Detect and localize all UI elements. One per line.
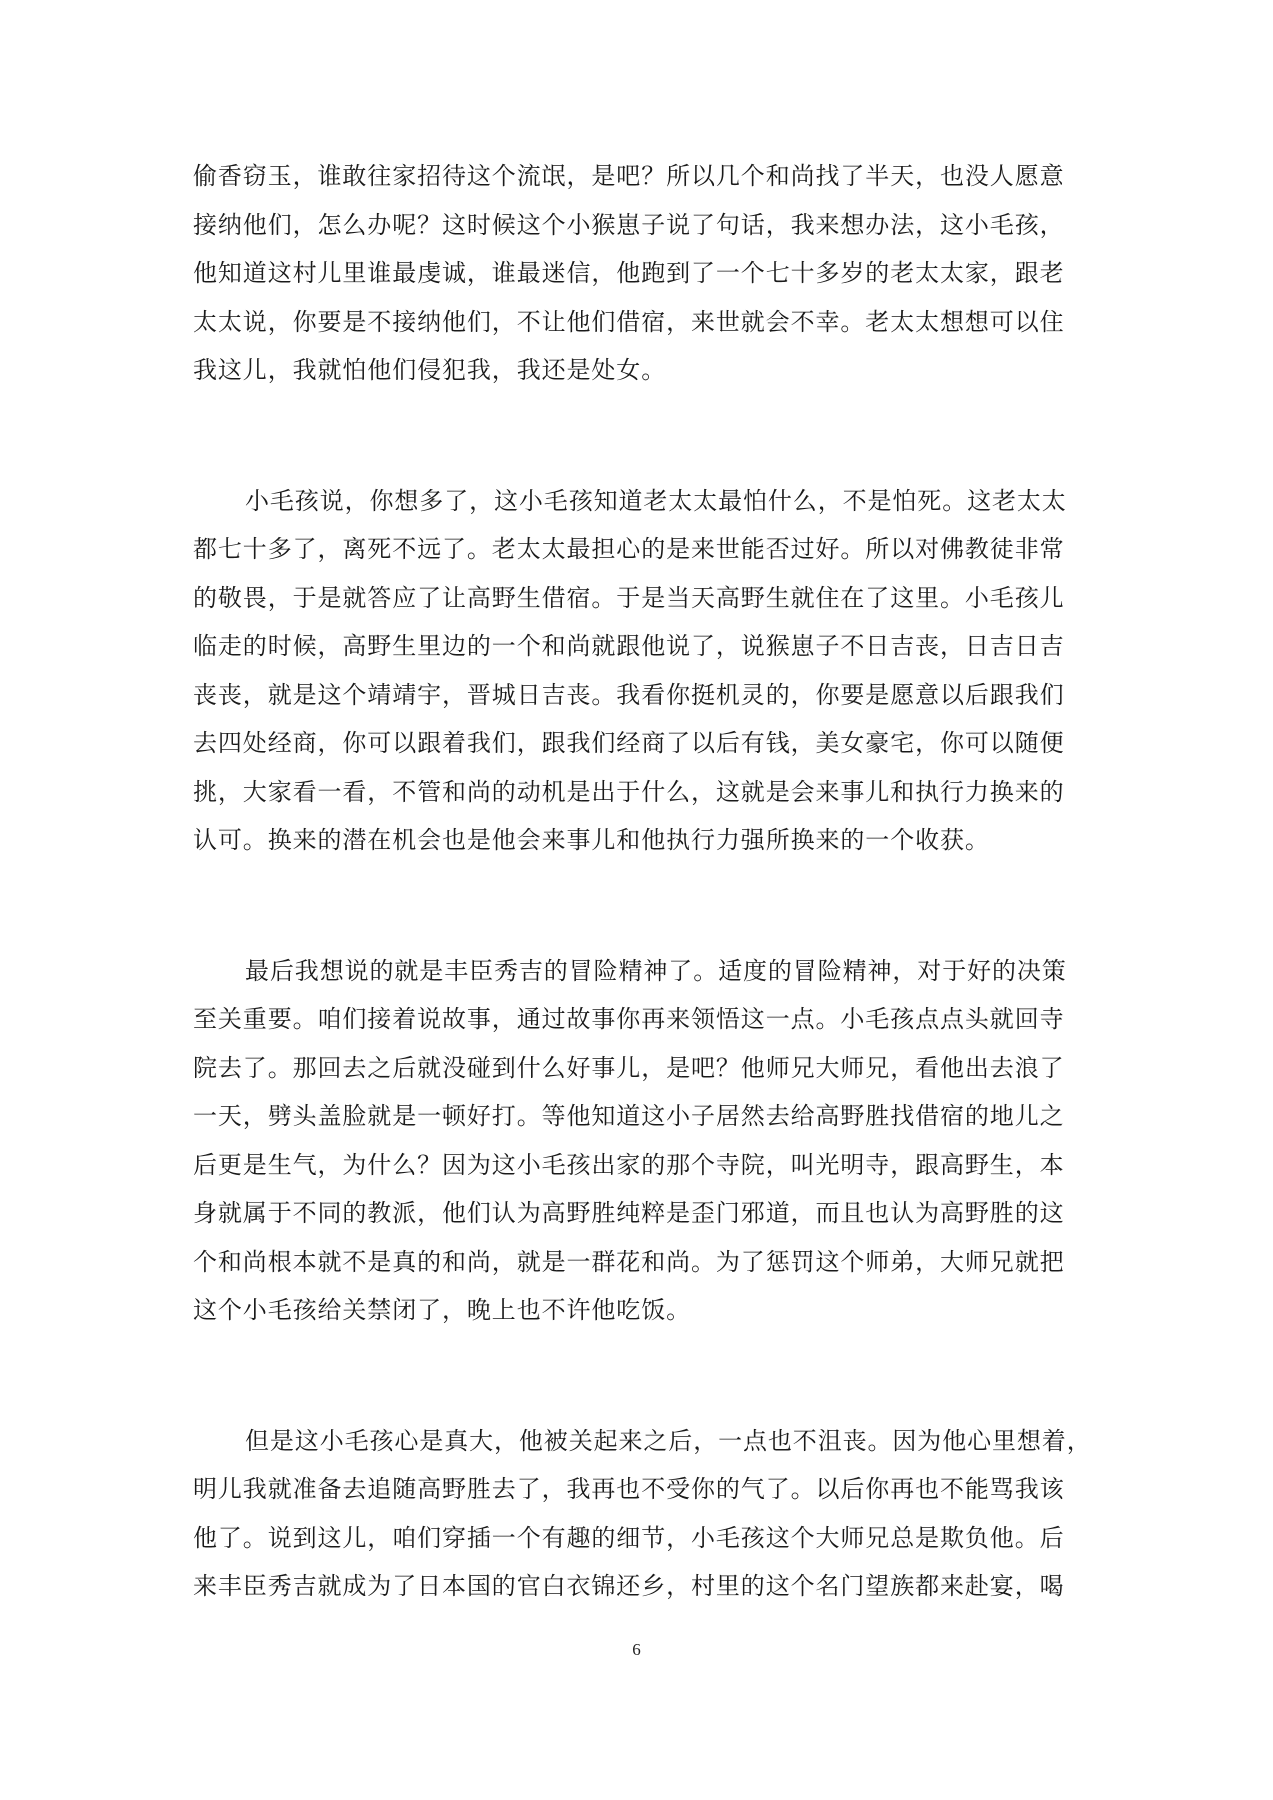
text-line: 太太说，你要是不接纳他们，不让他们借宿，来世就会不幸。老太太想想可以住	[193, 307, 1065, 336]
text-line: 这个小毛孩给关禁闭了，晚上也不许他吃饭。	[193, 1296, 691, 1324]
text-line: 个和尚根本就不是真的和尚，就是一群花和尚。为了惩罚这个师弟，大师兄就把	[193, 1247, 1065, 1276]
text-line: 明儿我就准备去追随高野胜去了，我再也不受你的气了。以后你再也不能骂我该	[193, 1475, 1065, 1503]
paragraph-4	[193, 1417, 1092, 1611]
text-line: 挑，大家看一看，不管和尚的动机是出于什么，这就是会来事儿和执行力换来的	[193, 777, 1065, 806]
text-line: 都七十多了，离死不远了。老太太最担心的是来世能否过好。所以对佛教徒非常	[193, 535, 1065, 563]
text-line: 院去了。那回去之后就没碰到什么好事儿，是吧？他师兄大师兄，看他出去浪了	[193, 1053, 1065, 1082]
text-line: 来丰臣秀吉就成为了日本国的官白衣锦还乡，村里的这个名门望族都来赴宴，喝	[193, 1572, 1065, 1600]
text-line: 他知道这村儿里谁最虔诚，谁最迷信，他跑到了一个七十多岁的老太太家，跟老	[193, 259, 1065, 287]
text-line: 的敬畏，于是就答应了让高野生借宿。于是当天高野生就住在了这里。小毛孩儿	[193, 583, 1065, 612]
text-line: 去四处经商，你可以跟着我们，跟我们经商了以后有钱，美女豪宅，你可以随便	[193, 729, 1065, 757]
body-text	[193, 152, 1092, 1693]
text-line: 丧丧，就是这个靖靖宇，晋城日吉丧。我看你挺机灵的，你要是愿意以后跟我们	[193, 680, 1065, 709]
text-line: 一天，劈头盖脸就是一顿好打。等他知道这小子居然去给高野胜找借宿的地儿之	[193, 1102, 1065, 1130]
page-number: 6	[632, 1640, 641, 1659]
text-line: 身就属于不同的教派，他们认为高野胜纯粹是歪门邪道，而且也认为高野胜的这	[193, 1199, 1065, 1227]
text-line: 我这儿，我就怕他们侵犯我，我还是处女。	[193, 356, 667, 384]
text-line: 他了。说到这儿，咱们穿插一个有趣的细节，小毛孩这个大师兄总是欺负他。后	[193, 1523, 1065, 1552]
text-line: 认可。换来的潜在机会也是他会来事儿和他执行力强所换来的一个收获。	[193, 826, 990, 854]
paragraph-2	[193, 477, 1083, 865]
text-line: 至关重要。咱们接着说故事，通过故事你再来领悟这一点。小毛孩点点头就回寺	[193, 1005, 1065, 1033]
paragraph-1	[193, 152, 1083, 395]
text-line: 小毛孩说，你想多了，这小毛孩知道老太太最怕什么，不是怕死。这老太太	[245, 486, 1067, 515]
text-line: 但是这小毛孩心是真大，他被关起来之后，一点也不沮丧。因为他心里想着，	[245, 1426, 1092, 1455]
paragraph-3	[193, 947, 1083, 1335]
text-line: 最后我想说的就是丰臣秀吉的冒险精神了。适度的冒险精神，对于好的决策	[245, 956, 1067, 985]
text-line: 临走的时候，高野生里边的一个和尚就跟他说了，说猴崽子不日吉丧，日吉日吉	[193, 632, 1065, 660]
text-line: 偷香窃玉，谁敢往家招待这个流氓，是吧？所以几个和尚找了半天，也没人愿意	[193, 162, 1065, 190]
text-line: 后更是生气，为什么？因为这小毛孩出家的那个寺院，叫光明寺，跟高野生，本	[193, 1150, 1065, 1179]
text-line: 接纳他们，怎么办呢？这时候这个小猴崽子说了句话，我来想办法，这小毛孩，	[193, 210, 1065, 239]
